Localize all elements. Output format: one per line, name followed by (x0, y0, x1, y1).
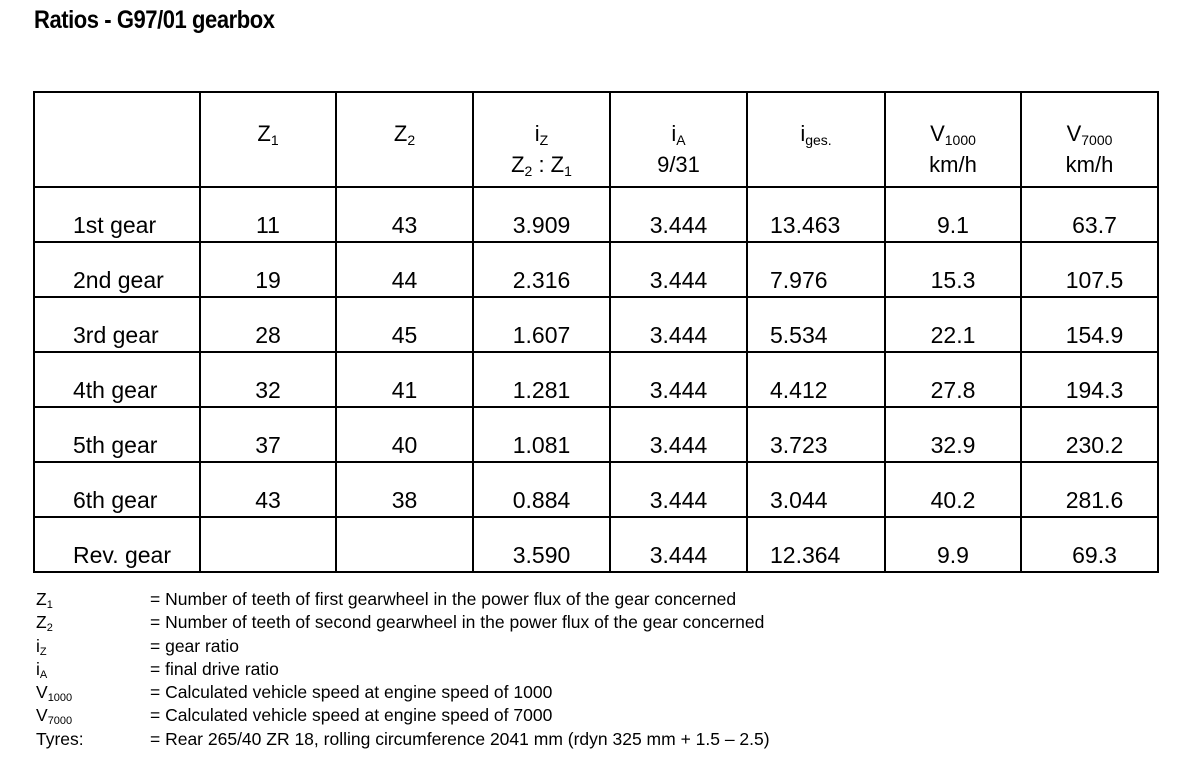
header-z1: $Z_1$ (200, 92, 336, 187)
cell-gear: 4th gear (34, 352, 200, 407)
legend-key: $i_Z$ (36, 635, 47, 658)
header-z2: $Z_2$ (336, 92, 473, 187)
cell-v7000: 154.9 (1021, 297, 1158, 352)
cell-v1000: 27.8 (885, 352, 1021, 407)
legend-key: $V_{7000}$ (36, 705, 73, 728)
cell-iz: 1.081 (473, 407, 610, 462)
cell-v1000: 40.2 (885, 462, 1021, 517)
header-v1000: $V_{1000}$ km/h (885, 92, 1021, 187)
cell-v7000: 107.5 (1021, 242, 1158, 297)
cell-iz: 0.884 (473, 462, 610, 517)
cell-v1000: 22.1 (885, 297, 1021, 352)
cell-z1: 11 (200, 187, 336, 242)
cell-z2: 38 (336, 462, 473, 517)
table-row (34, 462, 1158, 517)
cell-iz: 2.316 (473, 242, 610, 297)
cell-gear: 3rd gear (34, 297, 200, 352)
table-row (34, 407, 1158, 462)
cell-iges: 13.463 (747, 187, 885, 242)
gear-ratios-table (33, 91, 1159, 573)
cell-v7000: 230.2 (1021, 407, 1158, 462)
cell-z2: 40 (336, 407, 473, 462)
legend-text: = gear ratio (150, 635, 240, 656)
cell-z2: 41 (336, 352, 473, 407)
table-header-row (34, 92, 1158, 187)
legend-item (36, 635, 770, 658)
cell-iges: 4.412 (747, 352, 885, 407)
cell-v1000: 15.3 (885, 242, 1021, 297)
legend-text: = Number of teeth of first gearwheel in the power flux of the gear concerned (150, 589, 737, 609)
legend-key: $Z_1$ (36, 589, 53, 611)
header-v7000: $V_{7000}$ km/h (1021, 92, 1158, 187)
cell-iges: 3.044 (747, 462, 885, 517)
cell-gear: 6th gear (34, 462, 200, 517)
legend-item (36, 588, 770, 611)
header-ia: $i_A$ 9/31 (610, 92, 747, 187)
header-iges: $i_{ges.}$ (747, 92, 885, 187)
legend (36, 588, 770, 751)
cell-v7000: 63.7 (1021, 187, 1158, 242)
cell-v7000: 281.6 (1021, 462, 1158, 517)
cell-v7000: 194.3 (1021, 352, 1158, 407)
cell-ia: 3.444 (610, 517, 747, 572)
cell-z1: 32 (200, 352, 336, 407)
legend-text: = final drive ratio (150, 658, 279, 679)
cell-z1: 37 (200, 407, 336, 462)
cell-z2: 45 (336, 297, 473, 352)
header-iz: $i_Z$ $Z_2$ : $Z_1$ (473, 92, 610, 187)
cell-v1000: 9.9 (885, 517, 1021, 572)
cell-gear: 5th gear (34, 407, 200, 462)
table-row (34, 242, 1158, 297)
cell-z1 (200, 517, 336, 572)
cell-gear: 2nd gear (34, 242, 200, 297)
legend-item (36, 728, 770, 751)
cell-iz: 1.281 (473, 352, 610, 407)
cell-v7000: 69.3 (1021, 517, 1158, 572)
page-title: Ratios - G97/01 gearbox (34, 6, 275, 34)
cell-gear: 1st gear (34, 187, 200, 242)
cell-z2: 44 (336, 242, 473, 297)
legend-key: $Z_2$ (36, 612, 53, 635)
legend-key: $i_A$ (36, 658, 48, 681)
cell-ia: 3.444 (610, 407, 747, 462)
table-row (34, 352, 1158, 407)
table-row (34, 297, 1158, 352)
cell-z1: 19 (200, 242, 336, 297)
cell-ia: 3.444 (610, 187, 747, 242)
cell-v1000: 9.1 (885, 187, 1021, 242)
cell-z2: 43 (336, 187, 473, 242)
cell-ia: 3.444 (610, 462, 747, 517)
legend-item (36, 611, 770, 634)
cell-iges: 12.364 (747, 517, 885, 572)
table-row (34, 187, 1158, 242)
legend-item (36, 704, 770, 727)
cell-z1: 43 (200, 462, 336, 517)
cell-z2 (336, 517, 473, 572)
cell-gear: Rev. gear (34, 517, 200, 572)
legend-text: = Rear 265/40 ZR 18, rolling circumference 2041 mm (rdyn 325 mm + 1.5 – 2.5) (150, 728, 770, 749)
cell-iz: 1.607 (473, 297, 610, 352)
cell-iges: 3.723 (747, 407, 885, 462)
cell-v1000: 32.9 (885, 407, 1021, 462)
cell-iges: 7.976 (747, 242, 885, 297)
table-body (34, 187, 1158, 572)
cell-iz: 3.909 (473, 187, 610, 242)
legend-text: = Number of teeth of second gearwheel in the power flux of the gear concerned (150, 612, 765, 633)
cell-ia: 3.444 (610, 242, 747, 297)
legend-text: = Calculated vehicle speed at engine speed of 1000 (150, 682, 553, 703)
cell-iges: 5.534 (747, 297, 885, 352)
cell-ia: 3.444 (610, 352, 747, 407)
header-empty (34, 92, 200, 187)
table-row (34, 517, 1158, 572)
legend-key: Tyres: (36, 728, 84, 749)
legend-key: $V_{1000}$ (36, 682, 73, 705)
cell-iz: 3.590 (473, 517, 610, 572)
legend-item (36, 681, 770, 704)
legend-item (36, 658, 770, 681)
cell-ia: 3.444 (610, 297, 747, 352)
legend-text: = Calculated vehicle speed at engine speed of 7000 (150, 705, 553, 726)
cell-z1: 28 (200, 297, 336, 352)
